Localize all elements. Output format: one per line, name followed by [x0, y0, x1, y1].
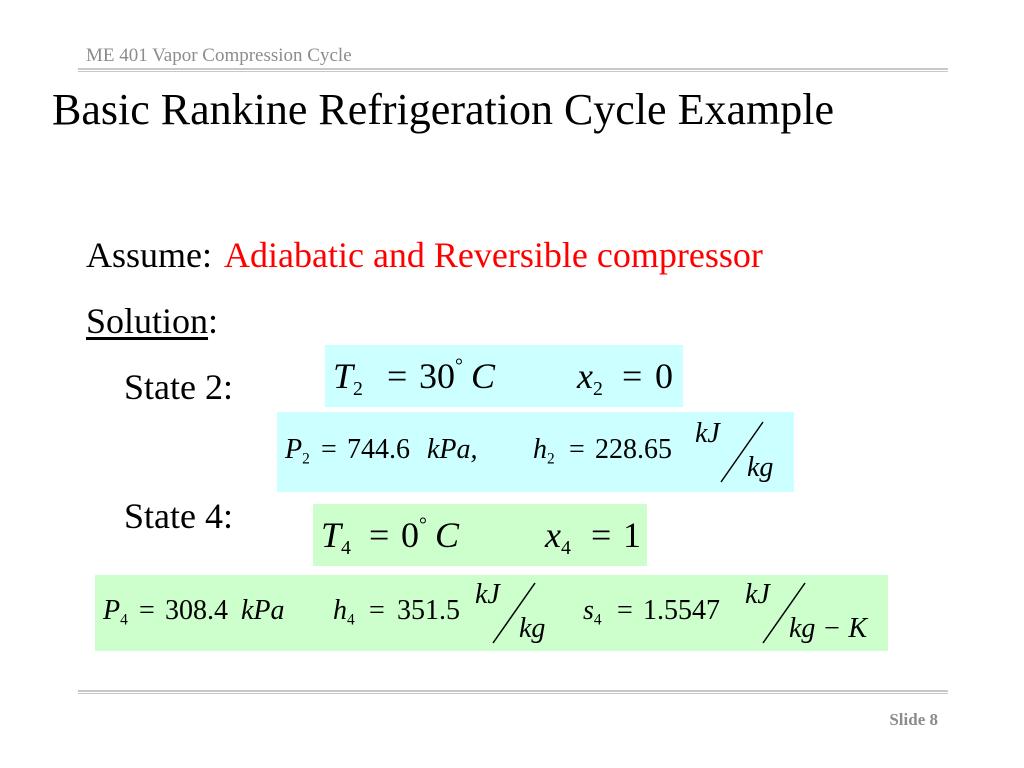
solution-colon: : [208, 301, 219, 341]
state4-quality-value: 1 [623, 515, 641, 555]
state4-enthalpy-unit-num: kJ [475, 579, 500, 610]
state2-temperature-box: $T_2$ = 30° C $x_2$ = 0 [325, 345, 683, 407]
state4-temperature-unit: C [435, 515, 460, 555]
header-divider [78, 68, 948, 72]
assume-label: Assume: [86, 235, 212, 275]
state2-temperature-unit: C [471, 356, 496, 396]
state2-pressure-unit: kPa, [427, 434, 478, 465]
slide-title: Basic Rankine Refrigeration Cycle Example [52, 85, 834, 134]
solution-label: Solution [86, 301, 209, 341]
course-header: ME 401 Vapor Compression Cycle [86, 45, 352, 66]
state2-label: State 2: [124, 367, 233, 407]
footer-divider [78, 690, 948, 694]
state4-entropy-unit-num: kJ [745, 579, 770, 610]
state2-pressure-enthalpy-box: $P_2$ = 744.6 kPa, $h_2$ = 228.65 kJ kg [277, 412, 794, 492]
state4-enthalpy-unit-den: kg [519, 613, 546, 644]
state2-enthalpy-unit-num: kJ [695, 418, 720, 449]
state2-enthalpy-value: 228.65 [595, 434, 672, 465]
state4-label: State 4: [124, 496, 233, 536]
state4-pressure-unit: kPa [241, 595, 285, 626]
state4-pressure-value: 308.4 [165, 595, 228, 626]
state4-enthalpy-value: 351.5 [397, 595, 460, 626]
state2-quality-value: 0 [655, 356, 673, 396]
assume-line [86, 234, 763, 276]
solution-line [86, 300, 218, 342]
state4-properties-box: $P_4$ = 308.4 kPa $h_4$ = 351.5 kJ kg $s_4$ = 1.5547 kJ kg − K [95, 575, 888, 651]
assume-text: Adiabatic and Reversible compressor [224, 235, 763, 275]
state2-enthalpy-unit-den: kg [747, 452, 774, 483]
state2-pressure-value: 744.6 [347, 434, 410, 465]
state2-temperature-value: 30 [419, 356, 455, 396]
slide-number: Slide 8 [889, 710, 938, 729]
state4-temperature-value: 0 [401, 515, 419, 555]
state4-entropy-value: 1.5547 [643, 595, 720, 626]
state4-entropy-unit-den: kg − K [789, 613, 867, 644]
state4-temperature-box: $T_4$ = 0° C $x_4$ = 1 [313, 504, 647, 566]
